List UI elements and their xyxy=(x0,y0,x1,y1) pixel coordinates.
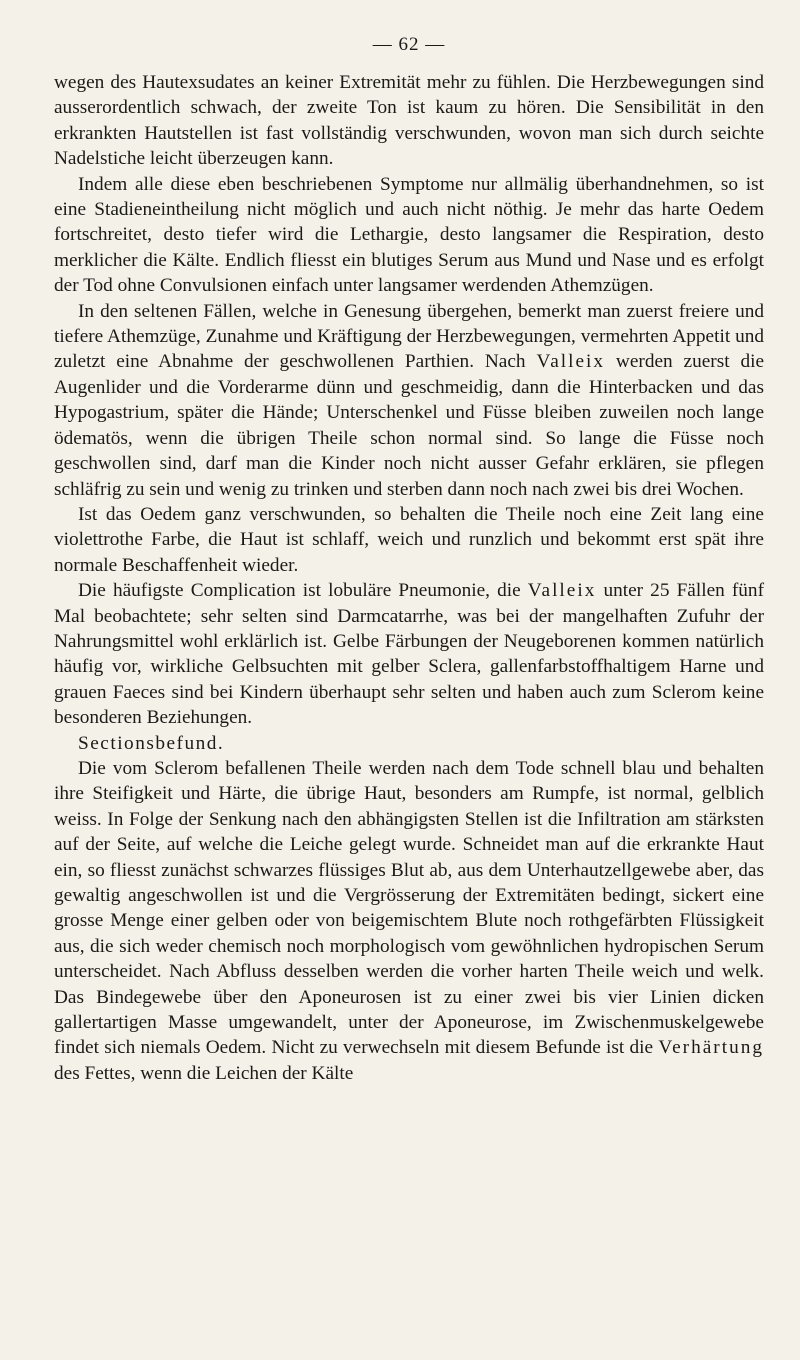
paragraph-section-findings xyxy=(54,756,764,1086)
paragraph-progression: Indem alle diese eben beschriebenen Symptome nur allmälig überhandnehmen, so ist eine Stadieneintheilung nicht möglich und auch nicht nöthig. Je mehr das harte Oedem fortschreitet, desto tiefer wird die Lethargie, desto langsamer die Respiration, desto merklicher die Kälte. Endlich fliesst ein blutiges Serum aus Mund und Nase und es erfolgt der Tod ohne Convulsionen einfach unter langsamer werdenden Athemzügen. xyxy=(54,173,764,297)
section-heading: Sectionsbefund. xyxy=(78,732,225,754)
findings-text-start: Die vom Sclerom befallenen Theile werden nach dem Tode schnell blau und behalten ihre Steifigkeit und Härte, die übrige Haut, besonders am Rumpfe, ist normal, gelblich weiss. In Folge der Senkung nach den abhängigsten Stellen ist die Infiltration am stärksten auf der Seite, auf welche die Leiche gelegt wurde. Schneidet man auf die erkrankte Haut ein, so fliesst zunächst schwarzes flüssiges Blut ab, aus dem Unterhautzellgewebe aber, das gewaltig angeschwollen ist und die Vergrösserung der Extremitäten bedingt, sickert eine grosse Menge einer gelben oder von beigemischtem Blute noch rothgefärbten Flüssigkeit aus, die sich weder chemisch noch morphologisch vom gewöhnlichen hydropischen Serum unterscheidet. Nach Abfluss desselben werden die vorher harten Theile weich und welk. Das Bindegewebe über den Aponeurosen ist zu einer zwei bis vier Linien dicken gallertartigen Masse umgewandelt, unter der Aponeurose, im Zwischenmuskelgewebe findet sich niemals Oedem. Nicht zu verwechseln mit diesem Befunde ist die xyxy=(54,757,764,1059)
complications-text-start: Die häufigste Complication ist lobuläre Pneumonie, die xyxy=(78,580,528,602)
author-name-valleix-2: Valleix xyxy=(527,580,597,602)
paragraph-complications xyxy=(54,578,764,730)
page-number: — 62 — xyxy=(372,34,446,55)
complications-text-end: unter 25 Fällen fünf Mal beobachtete; sehr selten sind Darmcatarrhe, was bei der mangelhaften Zufuhr der Nahrungsmittel wohl erklärlich ist. Gelbe Färbungen der Neugeborenen kommen natürlich häufig vor, wirkliche Gelbsuchten mit gelber Sclera, gallenfarbstoffhaltigem Harne und grauen Faeces sind bei Kindern überhaupt sehr selten und haben auch zum Sclerom keine besonderen Beziehungen. xyxy=(54,580,764,729)
findings-text-end: des Fettes, wenn die Leichen der Kälte xyxy=(54,1062,354,1084)
paragraph-recovery xyxy=(54,299,764,502)
recovery-text-end: werden zuerst die Augenlider und die Vorderarme dünn und geschmeidig, dann die Hinterbacken und das Hypogastrium, später die Hände; Unterschenkel und Füsse bleiben zuweilen noch lange ödematös, wenn die übrigen Theile schon normal sind. So lange die Füsse noch geschwollen sind, darf man die Kinder noch nicht ausser Gefahr erklären, sie pflegen schläfrig zu sein und wenig zu trinken und sterben dann noch nach zwei bis drei Wochen. xyxy=(54,351,765,500)
recovery-text-start: In den seltenen Fällen, welche in Genesung übergehen, bemerkt man zuerst freiere und tiefere Athemzüge, Zunahme und Kräftigung der Herzbewegungen, vermehrten Appetit und zuletzt eine Abnahme der geschwollenen Parthien. Nach xyxy=(54,300,764,373)
paragraph-after-oedema: Ist das Oedem ganz verschwunden, so behalten die Theile noch eine Zeit lang eine violettrothe Farbe, die Haut ist schlaff, weich und runzlich und bekommt erst spät ihre normale Beschaffenheit wieder. xyxy=(54,503,764,576)
author-name-valleix: Valleix xyxy=(536,351,606,373)
paragraph-continuation: wegen des Hautexsudates an keiner Extremität mehr zu fühlen. Die Herzbewegungen sind ausserordentlich schwach, der zweite Ton ist kaum zu hören. Die Sensibilität in den erkrankten Hautstellen ist fast vollständig verschwunden, wovon man sich durch seichte Nadelstiche leicht überzeugen kann. xyxy=(54,72,764,170)
term-verhaertung: Verhärtung xyxy=(658,1037,764,1059)
